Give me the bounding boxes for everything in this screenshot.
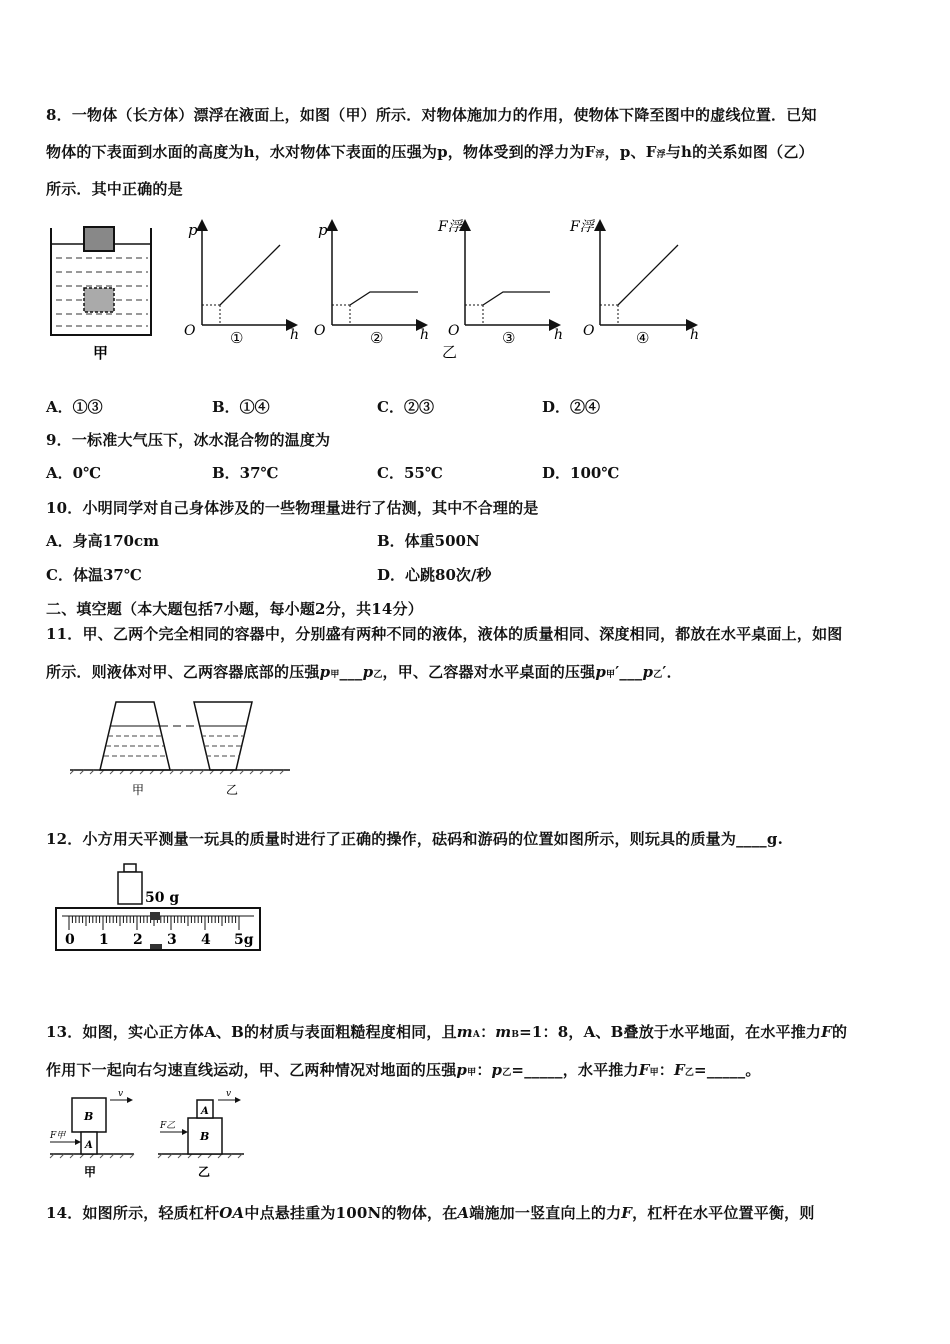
scale-label-3: 3 xyxy=(167,932,177,948)
q9-option-d: D．100℃ xyxy=(542,464,620,482)
graph-4-origin: O xyxy=(583,323,595,339)
q13-jia-B: B xyxy=(84,1110,94,1123)
graph-2 xyxy=(314,221,429,347)
scale-label-4: 4 xyxy=(201,932,211,948)
q8-option-a: A．①③ xyxy=(46,398,103,416)
q8-line2: 物体的下表面到水面的高度为h，水对物体下表面的压强为p，物体受到的浮力为F浮，p、F浮与h的关系如图（乙） xyxy=(46,143,814,161)
graph-2-num: ② xyxy=(370,329,384,347)
q9-option-c: C．55℃ xyxy=(377,464,443,482)
scale-label-0: 0 xyxy=(65,932,75,948)
q8-figure-container xyxy=(46,220,161,365)
q10-option-d: D．心跳80次/秒 xyxy=(377,566,492,584)
q11-line1: 11．甲、乙两个完全相同的容器中，分别盛有两种不同的液体，液体的质量相同、深度相同，都放在水平桌面上，如图 xyxy=(46,625,843,643)
scale-label-1: 1 xyxy=(99,932,109,948)
graph-2-ylabel: p xyxy=(318,221,328,239)
q11-fig-jia: 甲 xyxy=(132,783,145,797)
q11-fig-yi: 乙 xyxy=(226,783,239,797)
q9-option-a: A．0℃ xyxy=(46,464,102,482)
graph-1-origin: O xyxy=(184,323,196,339)
q10-option-c: C．体温37℃ xyxy=(46,566,142,584)
section2-heading: 二、填空题（本大题包括7小题，每小题2分，共14分） xyxy=(46,600,423,618)
q9-option-b: B．37℃ xyxy=(212,464,279,482)
q8-graphs xyxy=(180,215,720,365)
q13-jia-F: F甲 xyxy=(50,1131,66,1141)
graph-1-ylabel: p xyxy=(188,221,198,239)
graph-3-num: ③ xyxy=(502,329,516,347)
graph-2-xlabel: h xyxy=(420,327,430,343)
q13-line2: 作用下一起向右匀速直线运动，甲、乙两种情况对地面的压强p甲：p乙=_____，水平推力F甲：F乙=_____。 xyxy=(46,1061,761,1079)
q13-yi-F: F乙 xyxy=(160,1121,176,1131)
q13-yi-A: A xyxy=(201,1106,209,1117)
q8-option-c: C．②③ xyxy=(377,398,434,416)
graph-3-origin: O xyxy=(448,323,460,339)
graph-3 xyxy=(437,219,563,361)
q8-option-b: B．①④ xyxy=(212,398,270,416)
q10-option-b: B．体重500N xyxy=(377,532,480,550)
scale-label-5: 5g xyxy=(234,932,254,948)
q10-stem: 10．小明同学对自己身体涉及的一些物理量进行了估测，其中不合理的是 xyxy=(46,499,539,517)
fig-label-jia: 甲 xyxy=(93,344,109,362)
graph-1-num: ① xyxy=(230,329,244,347)
q9-stem: 9．一标准大气压下，冰水混合物的温度为 xyxy=(46,431,331,449)
q13-yi-B: B xyxy=(200,1130,210,1143)
q13-fig-yi: 乙 xyxy=(198,1165,211,1179)
graph-1 xyxy=(184,221,299,347)
q13-line1: 13．如图，实心正方体A、B的材质与表面粗糙程度相同，且mA：mB=1：8，A、B叠放于水平地面，在水平推力F的 xyxy=(46,1023,848,1041)
q13-figure xyxy=(46,1088,256,1183)
q11-figure xyxy=(70,698,300,803)
q11-line2: 所示．则液体对甲、乙两容器底部的压强p甲___p乙，甲、乙容器对水平桌面的压强p甲′___p乙′． xyxy=(46,663,682,681)
q13-fig-jia: 甲 xyxy=(84,1165,97,1179)
graph-4-xlabel: h xyxy=(690,327,700,343)
q13-yi-v: v xyxy=(226,1089,232,1099)
q12-stem: 12．小方用天平测量一玩具的质量时进行了正确的操作，砝码和游码的位置如图所示，则玩具的质量为____g. xyxy=(46,830,783,848)
graph-4-num: ④ xyxy=(636,329,650,347)
q8-option-d: D．②④ xyxy=(542,398,601,416)
graph-4 xyxy=(569,219,699,347)
q12-balance-scale xyxy=(52,860,267,955)
graph-2-origin: O xyxy=(314,323,326,339)
fig-label-yi: 乙 xyxy=(442,343,458,361)
graph-3-xlabel: h xyxy=(554,327,564,343)
scale-label-2: 2 xyxy=(133,932,143,948)
graph-1-xlabel: h xyxy=(290,327,300,343)
q13-jia-v: v xyxy=(118,1089,124,1099)
graph-3-ylabel: F浮 xyxy=(438,219,462,235)
graph-4-ylabel: F浮 xyxy=(570,219,594,235)
q12-weight-label: 50 g xyxy=(145,890,180,906)
q10-option-a: A．身高170cm xyxy=(46,532,159,550)
q8-line1: 8．一物体（长方体）漂浮在液面上，如图（甲）所示．对物体施加力的作用，使物体下降至图中的虚线位置．已知 xyxy=(46,106,817,124)
q13-jia-A: A xyxy=(85,1140,93,1151)
q14-line1: 14．如图所示，轻质杠杆OA中点悬挂重为100N的物体，在A端施加一竖直向上的力F，杠杆在水平位置平衡，则 xyxy=(46,1204,815,1222)
q8-line3: 所示．其中正确的是 xyxy=(46,180,183,198)
